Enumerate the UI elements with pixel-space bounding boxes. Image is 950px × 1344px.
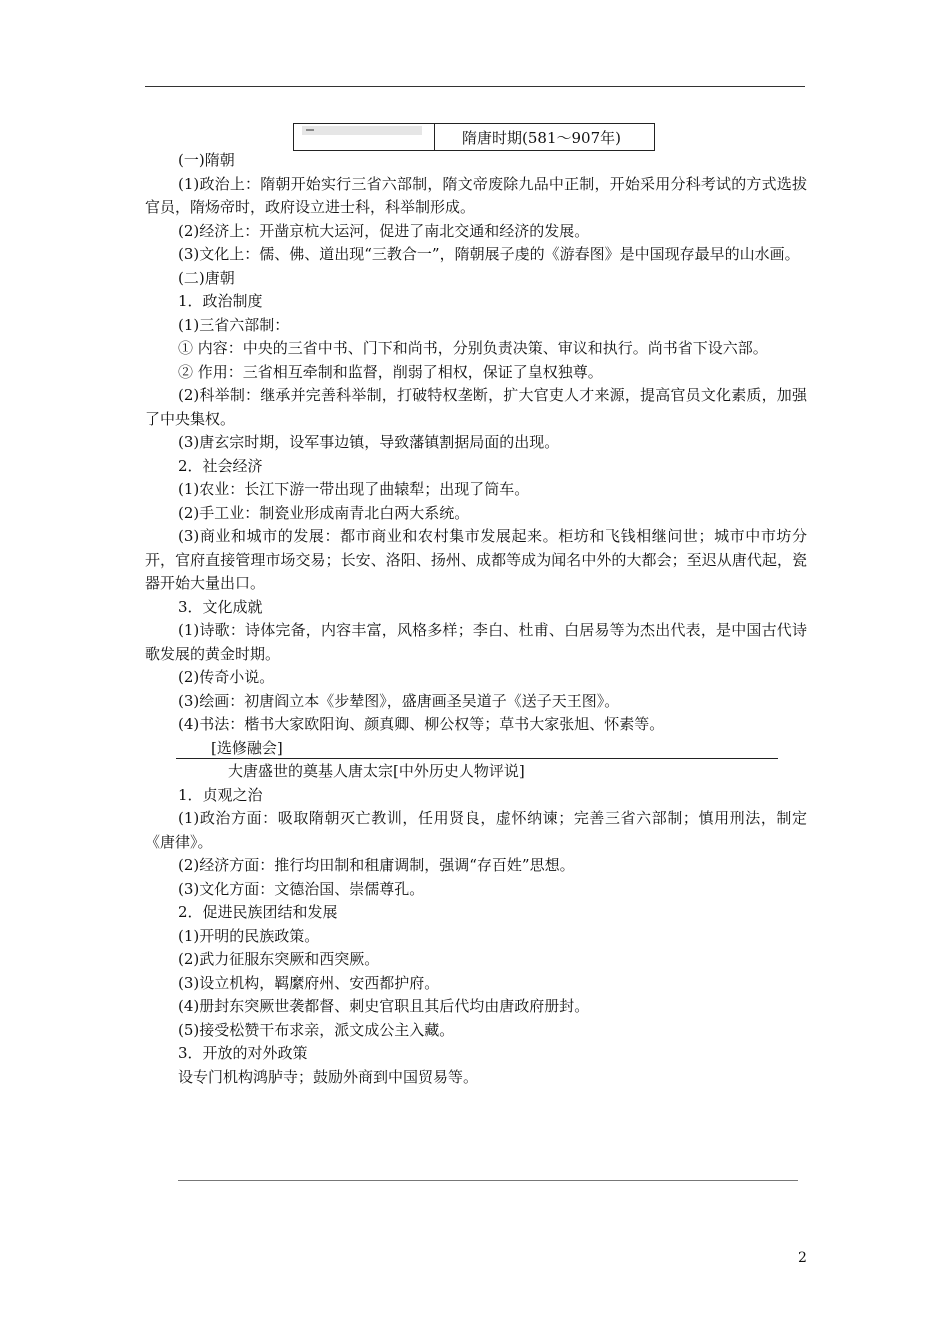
heading-image-placeholder — [302, 126, 422, 135]
paragraph: (2)武力征服东突厥和西突厥。 — [178, 950, 380, 968]
part-two — [145, 784, 807, 1090]
paragraph: (二)唐朝 — [178, 268, 235, 287]
part-one — [145, 149, 807, 737]
document-body — [145, 149, 807, 1089]
paragraph: (3)文化方面：文德治国、崇儒尊孔。 — [178, 879, 425, 898]
paragraph: (3)绘画：初唐阎立本《步辇图》，盛唐画圣吴道子《送子天王图》。 — [178, 691, 620, 710]
paragraph: 设专门机构鸿胪寺；鼓励外商到中国贸易等。 — [178, 1067, 479, 1086]
paragraph: (2)传奇小说。 — [178, 668, 275, 686]
paragraph: (3)商业和城市的发展：都市商业和农村集市发展起来。柜坊和飞钱相继问世；城市中市坊分开，官府直接管理市场交易；长安、洛阳、扬州、成都等成为闻名中外的大都会；至迟从唐代起，瓷器开始大量出口。 — [145, 527, 807, 592]
paragraph: (1)诗歌：诗体完备，内容丰富，风格多样；李白、杜甫、白居易等为杰出代表，是中国古代诗歌发展的黄金时期。 — [145, 621, 807, 663]
paragraph: (1)开明的民族政策。 — [178, 926, 320, 945]
paragraph: (1)三省六部制： — [178, 315, 290, 334]
elective-label: [选修融会] — [211, 738, 283, 757]
heading-left-cell — [294, 124, 435, 150]
paragraph: (3)文化上：儒、佛、道出现“三教合一”，隋朝展子虔的《游春图》是中国现存最早的山水画。 — [178, 245, 800, 263]
paragraph: (2)手工业：制瓷业形成南青北白两大系统。 — [178, 503, 470, 522]
paragraph: (5)接受松赞干布求亲，派文成公主入藏。 — [178, 1020, 455, 1039]
paragraph: (2)科举制：继承并完善科举制，打破特权垄断，扩大官吏人才来源，提高官员文化素质，加强了中央集权。 — [145, 386, 807, 428]
paragraph: 2．促进民族团结和发展 — [178, 903, 338, 921]
paragraph: (2)经济上：开凿京杭大运河，促进了南北交通和经济的发展。 — [178, 221, 590, 240]
end-dash-line — [178, 1180, 798, 1181]
paragraph: ① 内容：中央的三省中书、门下和尚书，分别负责决策、审议和执行。尚书省下设六部。 — [178, 339, 768, 357]
paragraph: 2．社会经济 — [178, 456, 263, 475]
paragraph: (3)设立机构，羁縻府州、安西都护府。 — [178, 973, 440, 992]
paragraph: ② 作用：三省相互牵制和监督，削弱了相权，保证了皇权独尊。 — [178, 362, 603, 381]
paragraph: 3．文化成就 — [178, 597, 263, 616]
paragraph: (2)经济方面：推行均田制和租庸调制，强调“存百姓”思想。 — [178, 856, 575, 874]
paragraph: 1．贞观之治 — [178, 785, 263, 804]
paragraph: (1)农业：长江下游一带出现了曲辕犁；出现了筒车。 — [178, 480, 530, 498]
elective-title: 大唐盛世的奠基人唐太宗[中外历史人物评说] — [228, 762, 525, 780]
paragraph: (4)书法：楷书大家欧阳询、颜真卿、柳公权等；草书大家张旭、怀素等。 — [178, 715, 665, 733]
paragraph: (一)隋朝 — [178, 151, 235, 169]
paragraph: 1．政治制度 — [178, 292, 263, 310]
section-heading-box — [293, 123, 655, 151]
paragraph: (4)册封东突厥世袭都督、刺史官职且其后代均由唐政府册封。 — [178, 997, 590, 1015]
section-title: 隋唐时期(581～907年) — [462, 129, 621, 147]
page-number: 2 — [798, 1250, 807, 1266]
paragraph: (1)政治方面：吸取隋朝灭亡教训，任用贤良，虚怀纳谏；完善三省六部制；慎用刑法，制定《唐律》。 — [145, 809, 807, 851]
header-rule — [145, 86, 805, 87]
paragraph: 3．开放的对外政策 — [178, 1044, 308, 1062]
paragraph: (3)唐玄宗时期，设军事边镇，导致藩镇割据局面的出现。 — [178, 433, 560, 451]
paragraph: (1)政治上：隋朝开始实行三省六部制，隋文帝废除九品中正制，开始采用分科考试的方式选拔官员，隋炀帝时，政府设立进士科，科举制形成。 — [145, 174, 807, 216]
